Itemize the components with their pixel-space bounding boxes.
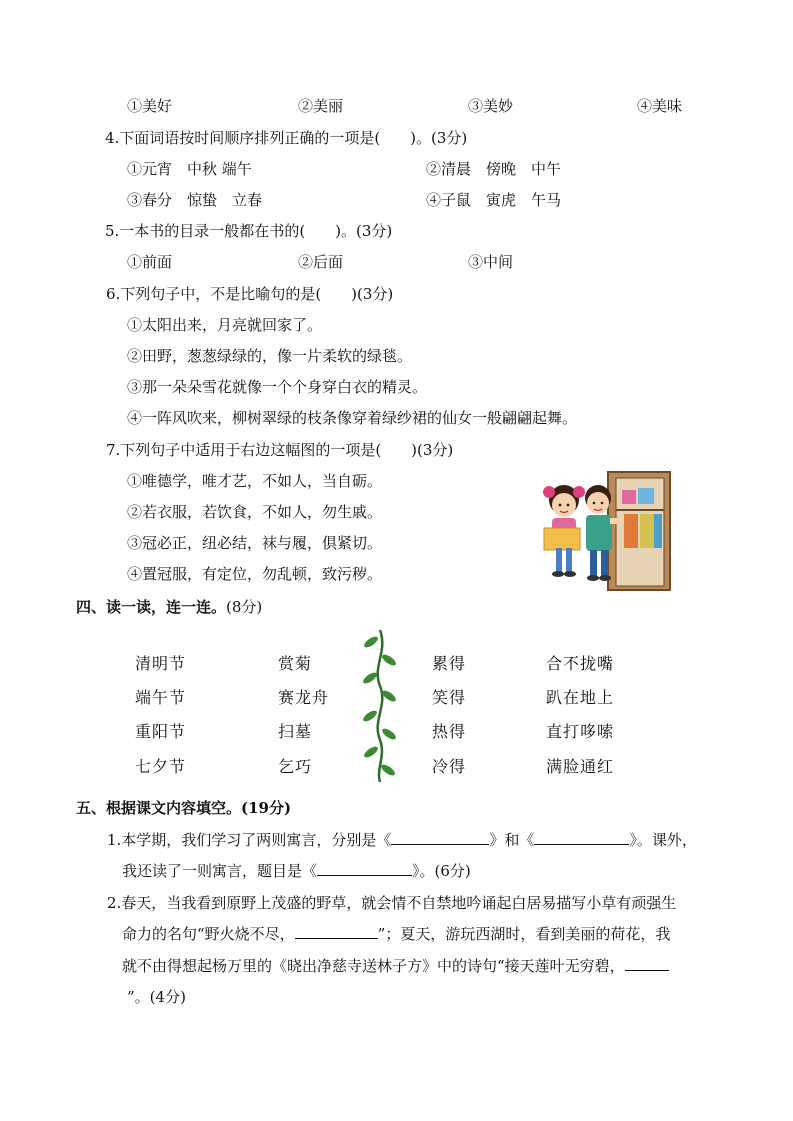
fable-2-blank[interactable]	[534, 830, 629, 845]
result-2: 趴在地上	[546, 688, 615, 707]
s5-q2-line4: ”。(4分)	[127, 988, 186, 1006]
q7-option-2: ②若衣服，若饮食，不如人，勿生戚。	[127, 503, 383, 521]
poem-line-blank-2[interactable]	[625, 956, 669, 971]
q3-option-3: ③美妙	[468, 97, 514, 115]
q4-option-2: ②清晨 傍晚 中午	[426, 160, 562, 178]
section-5-title: 五、根据课文内容填空。(19分)	[76, 799, 292, 817]
q6-option-2: ②田野，葱葱绿绿的，像一片柔软的绿毯。	[127, 347, 413, 365]
q7-option-4: ④置冠服，有定位，勿乱顿，致污秽。	[127, 565, 383, 583]
s5-q2-text-c: 就不由得想起杨万里的《晓出净慈寺送林子方》中的诗句“接天莲叶无穷碧，	[122, 957, 625, 975]
section-4-score: (8分)	[226, 598, 263, 616]
verb-1: 累得	[432, 654, 467, 673]
s5-q2-text-b: ”；夏天，游玩西湖时，看到美丽的荷花，我	[377, 925, 671, 943]
festival-4: 七夕节	[135, 757, 187, 776]
q6-option-3: ③那一朵朵雪花就像一个个身穿白衣的精灵。	[127, 378, 428, 396]
fable-1-blank[interactable]	[391, 830, 489, 845]
q4-stem: 4.下面词语按时间顺序排列正确的一项是( )。(3分)	[105, 129, 468, 147]
verb-4: 冷得	[432, 757, 467, 776]
s5-q2-line1: 2.春天，当我看到原野上茂盛的野草，就会情不自禁地吟诵起白居易描写小草有顽强生	[107, 894, 677, 912]
q5-option-3: ③中间	[468, 253, 514, 271]
custom-4: 乞巧	[278, 757, 313, 776]
custom-2: 赛龙舟	[278, 688, 330, 707]
custom-1: 赏菊	[278, 654, 313, 673]
children-wardrobe-illustration	[538, 470, 674, 594]
q4-option-4: ④子鼠 寅虎 午马	[426, 191, 562, 209]
q5-stem: 5.一本书的目录一般都在书的( )。(3分)	[105, 222, 393, 240]
custom-3: 扫墓	[278, 722, 313, 741]
festival-2: 端午节	[135, 688, 187, 707]
q7-option-3: ③冠必正，纽必结，袜与履，俱紧切。	[127, 534, 383, 552]
poem-line-blank-1[interactable]	[295, 924, 378, 939]
q3-option-4: ④美味	[637, 97, 683, 115]
q4-option-1: ①元宵 中秋 端午	[127, 160, 252, 178]
vine-divider-icon	[358, 628, 404, 784]
q3-option-1: ①美好	[127, 97, 173, 115]
fable-3-blank[interactable]	[317, 861, 412, 876]
q7-stem: 7.下列句子中适用于右边这幅图的一项是( )(3分)	[106, 441, 454, 459]
s5-q1-line2	[122, 861, 471, 881]
festival-1: 清明节	[135, 654, 187, 673]
result-4: 满脸通红	[546, 757, 615, 776]
result-1: 合不拢嘴	[546, 654, 615, 673]
s5-q1-line1	[107, 830, 697, 850]
s5-q2-text-a: 命力的名句“野火烧不尽，	[122, 925, 295, 943]
q7-option-1: ①唯德学，唯才艺，不如人，当自砺。	[127, 472, 383, 490]
q6-stem: 6.下列句子中，不是比喻句的是( )(3分)	[106, 285, 394, 303]
s5-q1-text-e: 》。(6分)	[412, 862, 471, 880]
s5-q2-line2	[122, 924, 670, 944]
s5-q1-text-a: 1.本学期，我们学习了两则寓言，分别是《	[107, 831, 392, 849]
result-3: 直打哆嗦	[546, 722, 615, 741]
section-4-title	[76, 597, 262, 617]
s5-q1-text-c: 》。课外，	[629, 831, 697, 849]
s5-q1-text-b: 》和《	[489, 831, 535, 849]
section-4-title-text: 四、读一读，连一连。	[76, 598, 227, 616]
s5-q2-line3	[122, 956, 669, 976]
q4-option-3: ③春分 惊蛰 立春	[127, 191, 263, 209]
verb-3: 热得	[432, 722, 467, 741]
q6-option-4: ④一阵风吹来，柳树翠绿的枝条像穿着绿纱裙的仙女一般翩翩起舞。	[127, 409, 578, 427]
festival-3: 重阳节	[135, 722, 187, 741]
q6-option-1: ①太阳出来，月亮就回家了。	[127, 316, 323, 334]
q5-option-2: ②后面	[298, 253, 344, 271]
q5-option-1: ①前面	[127, 253, 173, 271]
q3-option-2: ②美丽	[298, 97, 344, 115]
s5-q1-text-d: 我还读了一则寓言，题目是《	[122, 862, 318, 880]
verb-2: 笑得	[432, 688, 467, 707]
